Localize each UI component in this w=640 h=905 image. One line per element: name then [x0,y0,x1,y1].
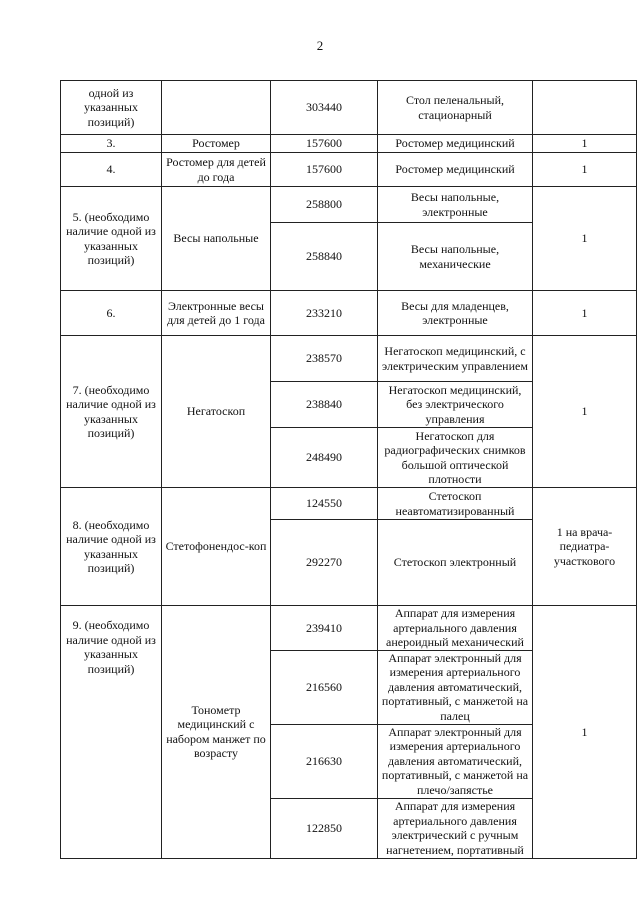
item-number-cell: 5. (необходимо наличие одной из указанных позиций) [61,187,162,291]
item-type-cell: Стол пеленальный, стационарный [378,81,533,135]
item-type-cell: Весы для младенцев, электронные [378,291,533,336]
item-type-cell: Ростомер медицинский [378,153,533,187]
item-type-cell: Стетоскоп неавтоматизированный [378,488,533,520]
table-row [61,153,637,187]
item-code-cell: 157600 [271,153,378,187]
item-code-cell: 238840 [271,382,378,428]
item-type-cell: Весы напольные, электронные [378,187,533,223]
item-number-cell: 9. (необходимо наличие одной из указанных позиций) [61,606,162,859]
item-code-cell: 248490 [271,428,378,488]
item-code-cell: 238570 [271,336,378,382]
table-row [61,336,637,382]
item-number-cell: 6. [61,291,162,336]
item-type-cell: Аппарат для измерения артериального давления анероидный механический [378,606,533,651]
item-name-cell: Электронные весы для детей до 1 года [162,291,271,336]
item-name-cell: Негатоскоп [162,336,271,488]
item-code-cell: 292270 [271,520,378,606]
table-row [61,291,637,336]
table-row [61,488,637,520]
item-name-cell: Тонометр медицинский с набором манжет по возрасту [162,606,271,859]
item-type-cell: Ростомер медицинский [378,135,533,153]
item-type-cell: Аппарат электронный для измерения артериального давления автоматический, портативный, с манжетой на палец [378,650,533,724]
item-type-cell: Аппарат электронный для измерения артериального давления автоматический, портативный, с манжетой на плечо/запястье [378,724,533,798]
item-code-cell: 258800 [271,187,378,223]
item-qty-cell: 1 на врача-педиатра-участкового [533,488,637,606]
item-qty-cell: 1 [533,187,637,291]
item-number-cell: 4. [61,153,162,187]
item-type-cell: Негатоскоп медицинский, с электрическим управлением [378,336,533,382]
item-type-cell: Стетоскоп электронный [378,520,533,606]
item-code-cell: 122850 [271,798,378,858]
table-row [61,187,637,223]
item-qty-cell [533,81,637,135]
item-type-cell: Аппарат для измерения артериального давления электрический с ручным нагнетением, портативный [378,798,533,858]
table-row [61,135,637,153]
item-code-cell: 216630 [271,724,378,798]
item-code-cell: 124550 [271,488,378,520]
item-code-cell: 258840 [271,223,378,291]
item-name-cell [162,81,271,135]
item-name-cell: Ростомер [162,135,271,153]
item-qty-cell: 1 [533,135,637,153]
equipment-table [60,80,637,859]
item-code-cell: 233210 [271,291,378,336]
item-number-cell: одной из указанных позиций) [61,81,162,135]
page-number: 2 [316,38,324,53]
item-name-cell: Стетофонендос-коп [162,488,271,606]
item-number-cell: 8. (необходимо наличие одной из указанных позиций) [61,488,162,606]
item-name-cell: Ростомер для детей до года [162,153,271,187]
item-code-cell: 157600 [271,135,378,153]
item-code-cell: 216560 [271,650,378,724]
table-row [61,606,637,651]
item-qty-cell: 1 [533,336,637,488]
item-type-cell: Негатоскоп для радиографических снимков большой оптической плотности [378,428,533,488]
item-name-cell: Весы напольные [162,187,271,291]
item-type-cell: Весы напольные, механические [378,223,533,291]
item-qty-cell: 1 [533,606,637,859]
item-number-cell: 3. [61,135,162,153]
item-number-cell: 7. (необходимо наличие одной из указанных позиций) [61,336,162,488]
item-qty-cell: 1 [533,291,637,336]
item-code-cell: 303440 [271,81,378,135]
item-qty-cell: 1 [533,153,637,187]
table-row [61,81,637,135]
item-code-cell: 239410 [271,606,378,651]
item-type-cell: Негатоскоп медицинский, без электрического управления [378,382,533,428]
